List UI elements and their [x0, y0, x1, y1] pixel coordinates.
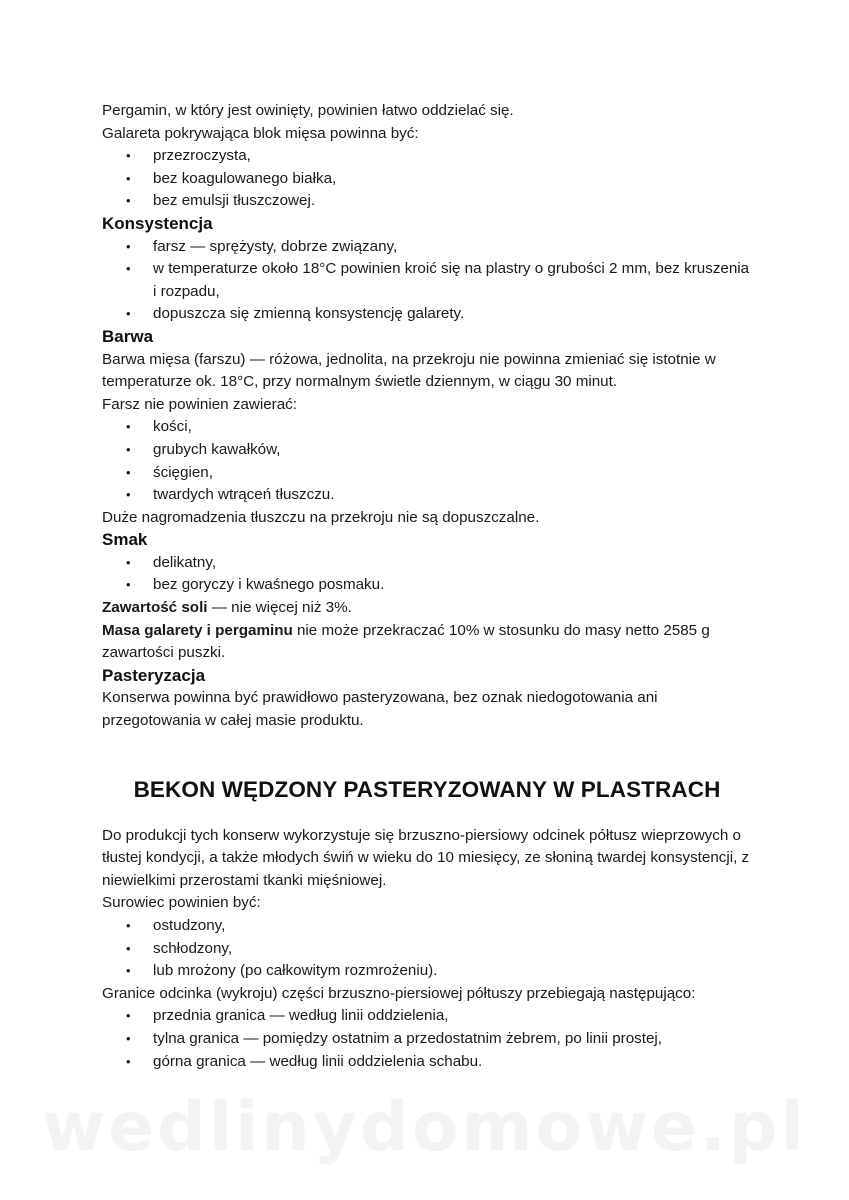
- masa-label: Masa galarety i pergaminu: [102, 621, 293, 639]
- list-item: • delikatny,: [102, 552, 752, 575]
- barwa-paragraph-2: Farsz nie powinien zawierać:: [102, 395, 297, 413]
- list-item: • bez emulsji tłuszczowej.: [102, 190, 752, 213]
- bekon-paragraph-2: Surowiec powinien być:: [102, 894, 261, 912]
- list-item: • przednia granica — według linii oddzielenia,: [102, 1005, 752, 1028]
- list-item: • przezroczysta,: [102, 145, 752, 168]
- heading-smak: Smak: [102, 530, 148, 550]
- smak-list: [102, 552, 752, 597]
- list-item: • bez goryczy i kwaśnego posmaku.: [102, 574, 752, 597]
- document-page: [102, 100, 752, 1073]
- barwa-paragraph-3: Duże nagromadzenia tłuszczu na przekroju nie są dopuszczalne.: [102, 508, 540, 526]
- list-item: • w temperaturze około 18°C powinien kroić się na plastry o grubości 2 mm, bez kruszenia i rozpadu,: [102, 258, 752, 303]
- heading-pasteryzacja: Pasteryzacja: [102, 665, 206, 685]
- list-item: • farsz — sprężysty, dobrze związany,: [102, 236, 752, 259]
- list-item: • ostudzony,: [102, 915, 752, 938]
- galareta-list: [102, 145, 752, 213]
- heading-barwa: Barwa: [102, 326, 154, 346]
- sol-label: Zawartość soli: [102, 599, 208, 617]
- list-item: • grubych kawałków,: [102, 439, 752, 462]
- bekon-paragraph-3: Granice odcinka (wykroju) części brzuszno-piersiowej półtuszy przebiegają następująco:: [102, 984, 696, 1002]
- bekon-paragraph-1: Do produkcji tych konserw wykorzystuje się brzuszno-piersiowy odcinek półtusz wieprzowych o tłustej kondycji, a także młodych świń w wieku do 10 miesięcy, ze słoniną twardej konsystencji, z niewielkimi przerostami tkanki mięśniowej.: [102, 826, 750, 889]
- pasteryzacja-paragraph: Konserwa powinna być prawidłowo pasteryzowana, bez oznak niedogotowania ani przegotowania w całej masie produktu.: [102, 689, 658, 730]
- heading-konsystencja: Konsystencja: [102, 213, 213, 233]
- konsystencja-list: [102, 236, 752, 326]
- sol-text: — nie więcej niż 3%.: [207, 599, 352, 617]
- sol-paragraph: [102, 597, 752, 620]
- section-title: BEKON WĘDZONY PASTERYZOWANY W PLASTRACH: [133, 776, 721, 802]
- list-item: • ścięgien,: [102, 462, 752, 485]
- masa-text: nie może przekraczać 10% w stosunku do masy netto 2585 g zawartości puszki.: [102, 621, 710, 662]
- masa-paragraph: [102, 620, 752, 665]
- watermark-text: wedlinydomowe.pl: [42, 1088, 807, 1167]
- list-item: • dopuszcza się zmienną konsystencję galarety.: [102, 303, 752, 326]
- list-item: • górna granica — według linii oddzielenia schabu.: [102, 1051, 752, 1074]
- barwa-paragraph-1: Barwa mięsa (farszu) — różowa, jednolita, na przekroju nie powinna zmieniać się istotnie w temperaturze ok. 18°C, przy normalnym świetle dziennym, w ciągu 30 minut.: [102, 350, 716, 391]
- list-item: • bez koagulowanego białka,: [102, 168, 752, 191]
- list-item: • tylna granica — pomiędzy ostatnim a przedostatnim żebrem, po linii prostej,: [102, 1028, 752, 1051]
- surowiec-list: [102, 915, 752, 983]
- list-item: • lub mrożony (po całkowitym rozmrożeniu).: [102, 960, 752, 983]
- farsz-list: [102, 416, 752, 506]
- intro-paragraph-1: Pergamin, w który jest owinięty, powinien łatwo oddzielać się.: [102, 102, 514, 119]
- list-item: • twardych wtrąceń tłuszczu.: [102, 484, 752, 507]
- list-item: • schłodzony,: [102, 938, 752, 961]
- granice-list: [102, 1005, 752, 1073]
- intro-paragraph-2: Galareta pokrywająca blok mięsa powinna być:: [102, 124, 419, 142]
- list-item: • kości,: [102, 416, 752, 439]
